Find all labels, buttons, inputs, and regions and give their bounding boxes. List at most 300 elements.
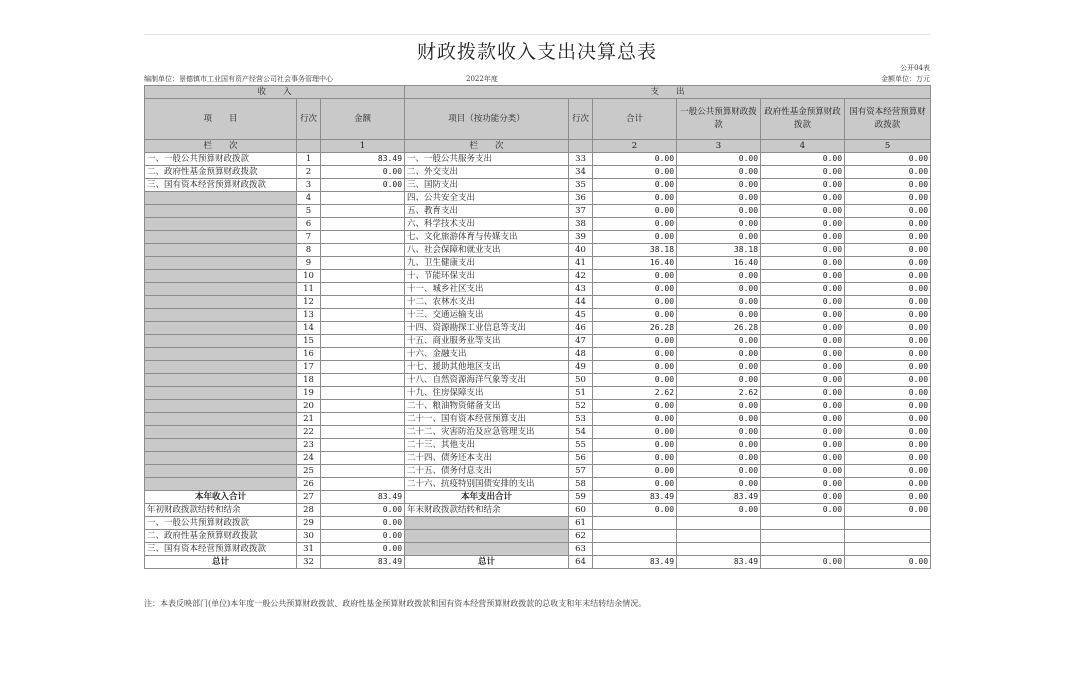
- income-item-cell: [145, 400, 297, 413]
- state-capital-cell: 0.00: [845, 218, 931, 231]
- total-cell: 0.00: [593, 426, 677, 439]
- income-amount-cell: [321, 361, 405, 374]
- general-budget-cell: 83.49: [677, 556, 761, 569]
- gov-fund-cell: [761, 530, 845, 543]
- income-amount-cell: [321, 426, 405, 439]
- income-item-cell: [145, 387, 297, 400]
- col-label-expense: 栏 次: [405, 140, 569, 153]
- income-amount-cell: [321, 244, 405, 257]
- total-cell: 26.28: [593, 322, 677, 335]
- income-amount-cell: 0.00: [321, 543, 405, 556]
- table-row: [145, 361, 931, 374]
- state-capital-cell: 0.00: [845, 296, 931, 309]
- gov-fund-cell: 0.00: [761, 205, 845, 218]
- income-item-cell: 年初财政拨款结转和结余: [145, 504, 297, 517]
- income-row-no-cell: 11: [297, 283, 321, 296]
- expense-item-cell: 五、教育支出: [405, 205, 569, 218]
- table-row: [145, 322, 931, 335]
- expense-row-no-cell: 37: [569, 205, 593, 218]
- general-budget-cell: 0.00: [677, 335, 761, 348]
- expense-row-no-cell: 46: [569, 322, 593, 335]
- gov-fund-cell: 0.00: [761, 270, 845, 283]
- income-row-no-cell: 17: [297, 361, 321, 374]
- expense-row-no-cell: 41: [569, 257, 593, 270]
- table-row: [145, 296, 931, 309]
- gov-fund-cell: 0.00: [761, 348, 845, 361]
- total-cell: 38.18: [593, 244, 677, 257]
- income-amount-cell: [321, 231, 405, 244]
- total-cell: 0.00: [593, 153, 677, 166]
- table-row: [145, 270, 931, 283]
- income-row-no-cell: 9: [297, 257, 321, 270]
- income-amount-cell: [321, 452, 405, 465]
- total-cell: 0.00: [593, 309, 677, 322]
- budget-table: [144, 85, 931, 569]
- income-row-no-cell: 10: [297, 270, 321, 283]
- footnote: 注：本表反映部门(单位)本年度一般公共预算财政拨款、政府性基金预算财政拨款和国有资本经营预算财政拨款的总收支和年末结转结余情况。: [144, 599, 647, 608]
- expense-row-no-cell: 36: [569, 192, 593, 205]
- income-row-no-cell: 26: [297, 478, 321, 491]
- expense-item-cell: 六、科学技术支出: [405, 218, 569, 231]
- expense-row-no-cell: 35: [569, 179, 593, 192]
- gov-fund-cell: 0.00: [761, 374, 845, 387]
- total-cell: 0.00: [593, 374, 677, 387]
- expense-item-cell: 十七、援助其他地区支出: [405, 361, 569, 374]
- income-header: 收 入: [145, 86, 405, 99]
- income-amount-cell: [321, 400, 405, 413]
- expense-item-cell: 十九、住房保障支出: [405, 387, 569, 400]
- gov-fund-cell: 0.00: [761, 556, 845, 569]
- form-number: 公开04表: [900, 64, 930, 72]
- general-budget-cell: 0.00: [677, 309, 761, 322]
- state-capital-cell: 0.00: [845, 192, 931, 205]
- income-row-no-cell: 21: [297, 413, 321, 426]
- gov-fund-cell: 0.00: [761, 231, 845, 244]
- table-row: [145, 205, 931, 218]
- expense-item-cell: 本年支出合计: [405, 491, 569, 504]
- table-row: [145, 257, 931, 270]
- total-cell: 0.00: [593, 270, 677, 283]
- expense-row-no-cell: 50: [569, 374, 593, 387]
- income-item-cell: 一、一般公共预算财政拨款: [145, 517, 297, 530]
- expense-row-no-cell: 62: [569, 530, 593, 543]
- expense-item-cell: 十六、金融支出: [405, 348, 569, 361]
- col-total: 合计: [593, 99, 677, 140]
- expense-item-cell: 九、卫生健康支出: [405, 257, 569, 270]
- income-row-no-cell: 2: [297, 166, 321, 179]
- income-row-no-cell: 31: [297, 543, 321, 556]
- general-budget-cell: 26.28: [677, 322, 761, 335]
- expense-item-cell: [405, 530, 569, 543]
- expense-item-cell: 年末财政拨款结转和结余: [405, 504, 569, 517]
- gov-fund-cell: 0.00: [761, 491, 845, 504]
- col-item: 项 目: [145, 99, 297, 140]
- income-row-no-cell: 1: [297, 153, 321, 166]
- gov-fund-cell: 0.00: [761, 361, 845, 374]
- state-capital-cell: 0.00: [845, 361, 931, 374]
- income-amount-cell: [321, 335, 405, 348]
- income-item-cell: [145, 309, 297, 322]
- expense-item-cell: 十一、城乡社区支出: [405, 283, 569, 296]
- income-amount-cell: [321, 478, 405, 491]
- table-row: [145, 348, 931, 361]
- income-item-cell: 三、国有资本经营预算财政拨款: [145, 179, 297, 192]
- expense-item-cell: 四、公共安全支出: [405, 192, 569, 205]
- state-capital-cell: 0.00: [845, 504, 931, 517]
- total-cell: 0.00: [593, 413, 677, 426]
- state-capital-cell: 0.00: [845, 309, 931, 322]
- table-row: [145, 283, 931, 296]
- total-cell: 2.62: [593, 387, 677, 400]
- income-amount-cell: 83.49: [321, 153, 405, 166]
- income-amount-cell: [321, 192, 405, 205]
- state-capital-cell: 0.00: [845, 439, 931, 452]
- expense-row-no-cell: 54: [569, 426, 593, 439]
- gov-fund-cell: 0.00: [761, 166, 845, 179]
- gov-fund-cell: 0.00: [761, 244, 845, 257]
- income-item-cell: [145, 374, 297, 387]
- income-item-cell: [145, 322, 297, 335]
- state-capital-cell: 0.00: [845, 348, 931, 361]
- total-cell: 83.49: [593, 556, 677, 569]
- income-item-cell: [145, 452, 297, 465]
- state-capital-cell: 0.00: [845, 166, 931, 179]
- general-budget-cell: 2.62: [677, 387, 761, 400]
- expense-row-no-cell: 39: [569, 231, 593, 244]
- state-capital-cell: 0.00: [845, 478, 931, 491]
- expense-row-no-cell: 64: [569, 556, 593, 569]
- total-cell: 0.00: [593, 179, 677, 192]
- gov-fund-cell: 0.00: [761, 322, 845, 335]
- general-budget-cell: 0.00: [677, 413, 761, 426]
- total-cell: 0.00: [593, 452, 677, 465]
- col-index-3: 3: [677, 140, 761, 153]
- report-sheet: [144, 34, 930, 617]
- expense-row-no-cell: 57: [569, 465, 593, 478]
- total-cell: 0.00: [593, 504, 677, 517]
- expense-item-cell: 二十、粮油物资储备支出: [405, 400, 569, 413]
- income-row-no-cell: 24: [297, 452, 321, 465]
- general-budget-cell: 0.00: [677, 205, 761, 218]
- expense-row-no-cell: 53: [569, 413, 593, 426]
- income-amount-cell: 0.00: [321, 517, 405, 530]
- gov-fund-cell: 0.00: [761, 452, 845, 465]
- income-amount-cell: [321, 322, 405, 335]
- gov-fund-cell: 0.00: [761, 218, 845, 231]
- state-capital-cell: 0.00: [845, 205, 931, 218]
- expense-row-no-cell: 59: [569, 491, 593, 504]
- income-amount-cell: [321, 205, 405, 218]
- state-capital-cell: 0.00: [845, 231, 931, 244]
- page-title: 财政拨款收入支出决算总表: [416, 41, 657, 63]
- total-cell: [593, 530, 677, 543]
- income-amount-cell: [321, 465, 405, 478]
- table-row: [145, 530, 931, 543]
- expense-row-no-cell: 33: [569, 153, 593, 166]
- state-capital-cell: 0.00: [845, 400, 931, 413]
- expense-row-no-cell: 55: [569, 439, 593, 452]
- total-cell: 16.40: [593, 257, 677, 270]
- income-item-cell: [145, 257, 297, 270]
- expense-item-cell: 三、国防支出: [405, 179, 569, 192]
- income-item-cell: [145, 205, 297, 218]
- income-amount-cell: [321, 257, 405, 270]
- general-budget-cell: 0.00: [677, 192, 761, 205]
- expense-row-no-cell: 34: [569, 166, 593, 179]
- col-index-1: 1: [321, 140, 405, 153]
- col-label-income: 栏 次: [145, 140, 297, 153]
- total-cell: 0.00: [593, 296, 677, 309]
- income-amount-cell: [321, 374, 405, 387]
- gov-fund-cell: 0.00: [761, 387, 845, 400]
- income-amount-cell: [321, 309, 405, 322]
- state-capital-cell: 0.00: [845, 465, 931, 478]
- expense-row-no-cell: 61: [569, 517, 593, 530]
- expense-row-no-cell: 47: [569, 335, 593, 348]
- expense-item-cell: 二十五、债务付息支出: [405, 465, 569, 478]
- total-cell: 0.00: [593, 400, 677, 413]
- general-budget-cell: 0.00: [677, 426, 761, 439]
- income-row-no-cell: 6: [297, 218, 321, 231]
- total-cell: 0.00: [593, 218, 677, 231]
- state-capital-cell: 0.00: [845, 270, 931, 283]
- income-row-no-cell: 32: [297, 556, 321, 569]
- gov-fund-cell: 0.00: [761, 400, 845, 413]
- income-item-cell: 总计: [145, 556, 297, 569]
- state-capital-cell: 0.00: [845, 153, 931, 166]
- table-row: [145, 400, 931, 413]
- table-row: [145, 426, 931, 439]
- expense-row-no-cell: 48: [569, 348, 593, 361]
- col-index-2: 2: [593, 140, 677, 153]
- income-item-cell: 一、一般公共预算财政拨款: [145, 153, 297, 166]
- total-cell: 0.00: [593, 166, 677, 179]
- table-row: [145, 543, 931, 556]
- income-amount-cell: 0.00: [321, 530, 405, 543]
- income-item-cell: [145, 348, 297, 361]
- table-row: [145, 231, 931, 244]
- gov-fund-cell: [761, 517, 845, 530]
- expense-row-no-cell: 63: [569, 543, 593, 556]
- general-budget-cell: 0.00: [677, 270, 761, 283]
- expense-item-cell: 十三、交通运输支出: [405, 309, 569, 322]
- expense-item-cell: 二十六、抗疫特别国债安排的支出: [405, 478, 569, 491]
- income-row-no-cell: 5: [297, 205, 321, 218]
- income-amount-cell: 0.00: [321, 179, 405, 192]
- expense-item-cell: 十五、商业服务业等支出: [405, 335, 569, 348]
- expense-row-no-cell: 58: [569, 478, 593, 491]
- general-budget-cell: 0.00: [677, 478, 761, 491]
- general-budget-cell: 83.49: [677, 491, 761, 504]
- general-budget-cell: 16.40: [677, 257, 761, 270]
- expense-item-cell: 一、一般公共服务支出: [405, 153, 569, 166]
- income-row-no-cell: 13: [297, 309, 321, 322]
- gov-fund-cell: 0.00: [761, 283, 845, 296]
- income-item-cell: [145, 413, 297, 426]
- state-capital-cell: 0.00: [845, 257, 931, 270]
- table-row: [145, 439, 931, 452]
- state-capital-cell: 0.00: [845, 244, 931, 257]
- expense-row-no-cell: 40: [569, 244, 593, 257]
- total-row: [145, 556, 931, 569]
- state-capital-cell: 0.00: [845, 452, 931, 465]
- table-row: [145, 374, 931, 387]
- general-budget-cell: 0.00: [677, 400, 761, 413]
- section-header-row: [145, 86, 931, 99]
- expense-item-cell: 十八、自然资源海洋气象等支出: [405, 374, 569, 387]
- income-row-no-cell: 30: [297, 530, 321, 543]
- general-budget-cell: [677, 517, 761, 530]
- expense-item-cell: 二十三、其他支出: [405, 439, 569, 452]
- general-budget-cell: 0.00: [677, 452, 761, 465]
- income-row-no-cell: 18: [297, 374, 321, 387]
- expense-row-no-cell: 42: [569, 270, 593, 283]
- general-budget-cell: 0.00: [677, 231, 761, 244]
- expense-item-cell: 总计: [405, 556, 569, 569]
- state-capital-cell: 0.00: [845, 491, 931, 504]
- table-row: [145, 179, 931, 192]
- general-budget-cell: 0.00: [677, 296, 761, 309]
- income-item-cell: [145, 296, 297, 309]
- total-cell: [593, 543, 677, 556]
- income-item-cell: [145, 244, 297, 257]
- total-cell: 0.00: [593, 465, 677, 478]
- income-row-no-cell: 7: [297, 231, 321, 244]
- income-amount-cell: 83.49: [321, 491, 405, 504]
- col-row-no: 行次: [297, 99, 321, 140]
- income-row-no-cell: 19: [297, 387, 321, 400]
- total-cell: 0.00: [593, 348, 677, 361]
- general-budget-cell: 0.00: [677, 374, 761, 387]
- table-row: [145, 413, 931, 426]
- income-item-cell: [145, 465, 297, 478]
- state-capital-cell: 0.00: [845, 179, 931, 192]
- income-row-no-cell: 22: [297, 426, 321, 439]
- income-row-no-cell: 25: [297, 465, 321, 478]
- income-item-cell: 三、国有资本经营预算财政拨款: [145, 543, 297, 556]
- total-cell: 0.00: [593, 192, 677, 205]
- state-capital-cell: [845, 543, 931, 556]
- income-amount-cell: 83.49: [321, 556, 405, 569]
- expense-item-cell: 十四、资源勘探工业信息等支出: [405, 322, 569, 335]
- col-index-4: 4: [761, 140, 845, 153]
- income-amount-cell: [321, 387, 405, 400]
- income-item-cell: [145, 361, 297, 374]
- income-amount-cell: [321, 439, 405, 452]
- expense-row-no-cell: 45: [569, 309, 593, 322]
- expense-item-cell: [405, 517, 569, 530]
- income-item-cell: [145, 426, 297, 439]
- gov-fund-cell: [761, 543, 845, 556]
- expense-row-no-cell: 38: [569, 218, 593, 231]
- general-budget-cell: 0.00: [677, 348, 761, 361]
- income-amount-cell: [321, 218, 405, 231]
- table-row: [145, 244, 931, 257]
- total-cell: 0.00: [593, 283, 677, 296]
- gov-fund-cell: 0.00: [761, 504, 845, 517]
- expense-header: 支 出: [405, 86, 931, 99]
- col-item-func: 项目（按功能分类）: [405, 99, 569, 140]
- table-row: [145, 166, 931, 179]
- general-budget-cell: 0.00: [677, 166, 761, 179]
- income-item-cell: 二、政府性基金预算财政拨款: [145, 530, 297, 543]
- column-header-row: [145, 99, 931, 140]
- general-budget-cell: 0.00: [677, 361, 761, 374]
- column-index-row: [145, 140, 931, 153]
- expense-row-no-cell: 49: [569, 361, 593, 374]
- general-budget-cell: 0.00: [677, 179, 761, 192]
- state-capital-cell: 0.00: [845, 413, 931, 426]
- table-row: [145, 517, 931, 530]
- income-amount-cell: [321, 348, 405, 361]
- income-amount-cell: [321, 413, 405, 426]
- col-amount: 金额: [321, 99, 405, 140]
- general-budget-cell: 0.00: [677, 218, 761, 231]
- expense-item-cell: 二、外交支出: [405, 166, 569, 179]
- state-capital-cell: 0.00: [845, 322, 931, 335]
- table-row: [145, 452, 931, 465]
- fiscal-year: 2022年度: [466, 75, 498, 83]
- state-capital-cell: 0.00: [845, 335, 931, 348]
- income-amount-cell: 0.00: [321, 166, 405, 179]
- general-budget-cell: 0.00: [677, 439, 761, 452]
- income-amount-cell: [321, 283, 405, 296]
- state-capital-cell: 0.00: [845, 556, 931, 569]
- table-row: [145, 335, 931, 348]
- income-item-cell: 本年收入合计: [145, 491, 297, 504]
- income-row-no-cell: 14: [297, 322, 321, 335]
- table-row: [145, 192, 931, 205]
- income-amount-cell: [321, 270, 405, 283]
- col-gov-fund: 政府性基金预算财政拨款: [761, 99, 845, 140]
- total-cell: 0.00: [593, 205, 677, 218]
- income-row-no-cell: 4: [297, 192, 321, 205]
- reporting-unit: 编制单位：景德镇市工业国有资产经营公司社会事务管理中心: [144, 75, 333, 83]
- gov-fund-cell: 0.00: [761, 309, 845, 322]
- income-row-no-cell: 8: [297, 244, 321, 257]
- income-row-no-cell: 29: [297, 517, 321, 530]
- total-cell: 0.00: [593, 231, 677, 244]
- col-index-5: 5: [845, 140, 931, 153]
- income-amount-cell: 0.00: [321, 504, 405, 517]
- expense-item-cell: 七、文化旅游体育与传媒支出: [405, 231, 569, 244]
- gov-fund-cell: 0.00: [761, 153, 845, 166]
- table-row: [145, 465, 931, 478]
- gov-fund-cell: 0.00: [761, 478, 845, 491]
- expense-item-cell: 二十二、灾害防治及应急管理支出: [405, 426, 569, 439]
- table-row: [145, 478, 931, 491]
- income-row-no-cell: 28: [297, 504, 321, 517]
- col-row-no-expense: 行次: [569, 99, 593, 140]
- gov-fund-cell: 0.00: [761, 465, 845, 478]
- expense-row-no-cell: 43: [569, 283, 593, 296]
- gov-fund-cell: 0.00: [761, 413, 845, 426]
- total-cell: 0.00: [593, 335, 677, 348]
- expense-row-no-cell: 51: [569, 387, 593, 400]
- income-row-no-cell: 23: [297, 439, 321, 452]
- table-row: [145, 309, 931, 322]
- gov-fund-cell: 0.00: [761, 192, 845, 205]
- total-cell: 0.00: [593, 439, 677, 452]
- state-capital-cell: 0.00: [845, 387, 931, 400]
- expense-item-cell: 十、节能环保支出: [405, 270, 569, 283]
- total-row: [145, 491, 931, 504]
- total-cell: 0.00: [593, 361, 677, 374]
- general-budget-cell: 38.18: [677, 244, 761, 257]
- general-budget-cell: 0.00: [677, 504, 761, 517]
- expense-item-cell: 八、社会保障和就业支出: [405, 244, 569, 257]
- expense-row-no-cell: 44: [569, 296, 593, 309]
